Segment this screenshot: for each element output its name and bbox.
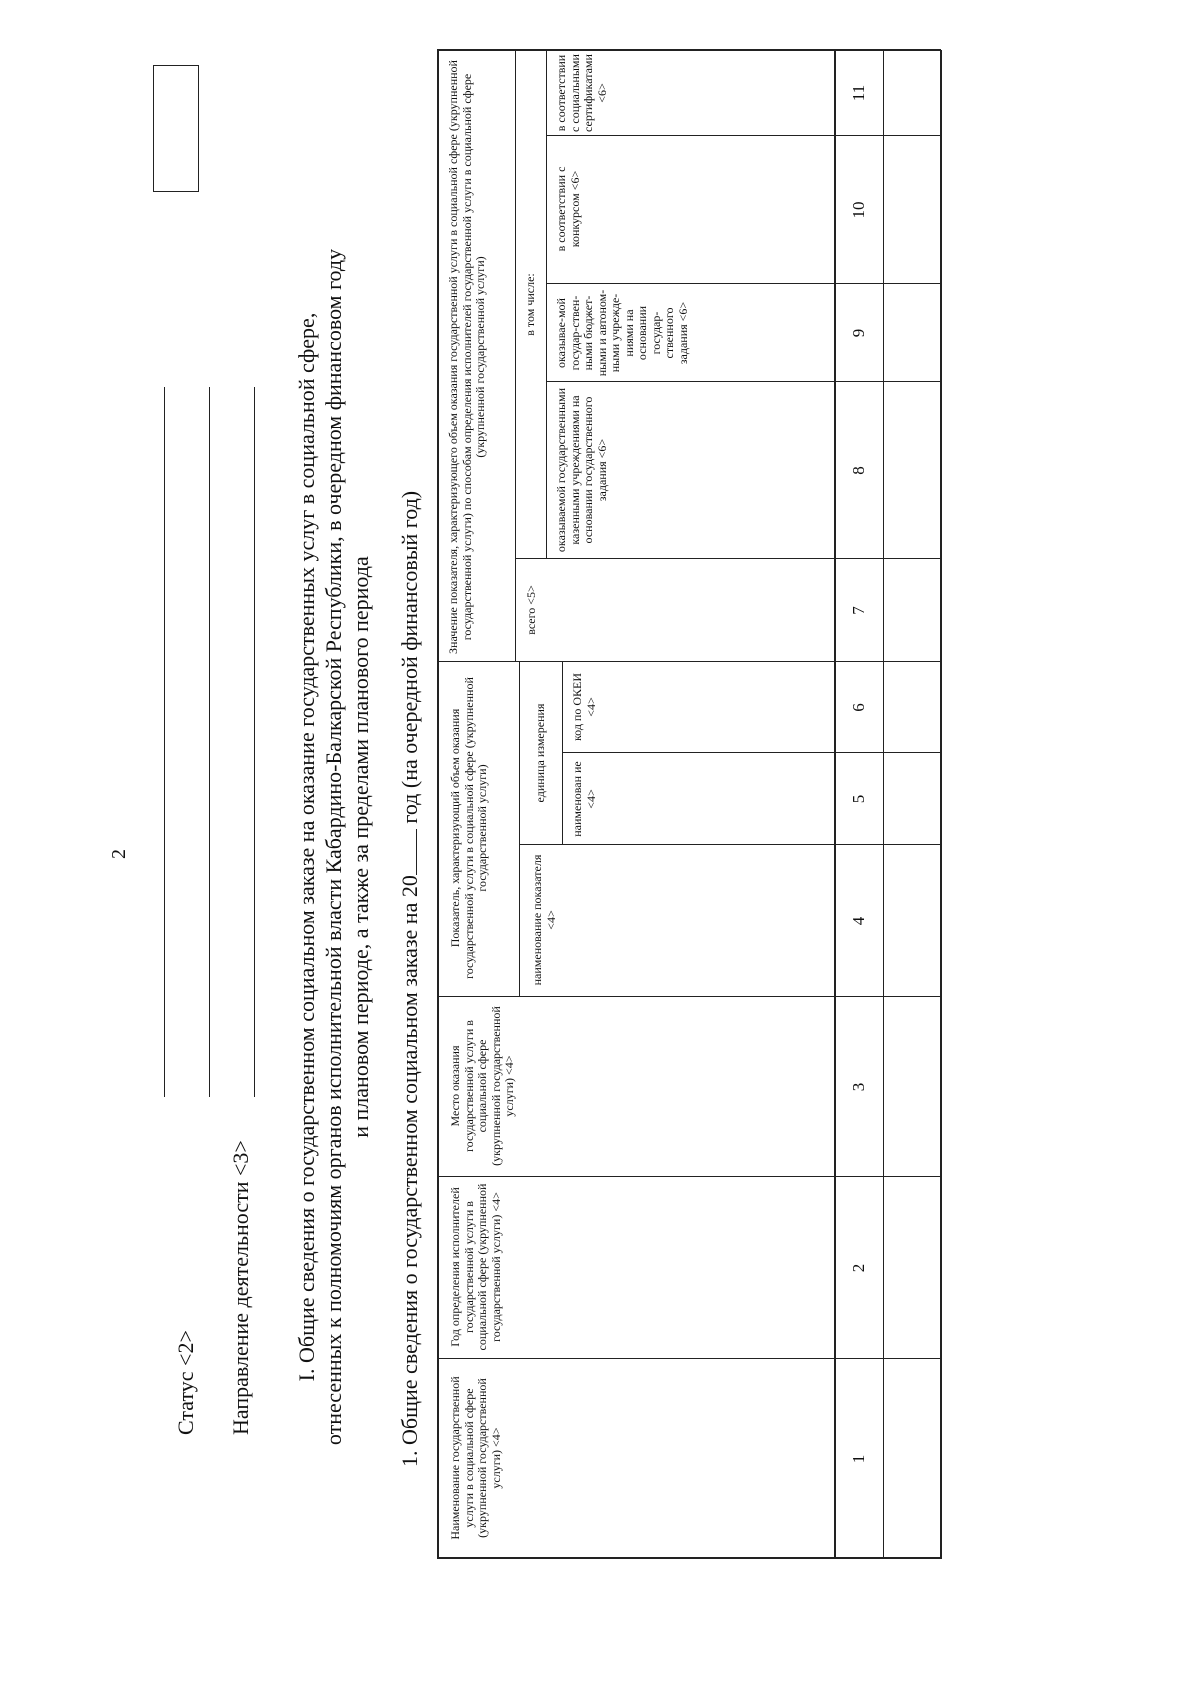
status-line <box>163 387 165 1097</box>
header-budget-autonomous: оказывае-мой государ-ствен-ными бюджет-ными и автоном-ными учрежде-ниями на основании государ-ственного задания <6> <box>554 289 690 377</box>
subheading-prefix: 1. Общие сведения о государственном социальном заказе на 20 <box>397 875 422 1467</box>
status-box <box>153 65 199 192</box>
header-including: в том числе: <box>523 273 538 336</box>
direction-label: Направление деятельности <3> <box>228 1140 253 1435</box>
col-number-11: 11 <box>849 84 869 102</box>
header-place: Место оказания государственной услуги в социальной сфере (укрупненной государственной услуги) <4> <box>448 1006 516 1166</box>
col-number-6: 6 <box>849 703 869 712</box>
header-okei-code: код по ОКЕИ <4> <box>570 672 598 742</box>
col-number-3: 3 <box>849 1082 869 1092</box>
header-unit-group: единица измерения <box>533 703 548 803</box>
status-label: Статус <2> <box>173 1330 198 1435</box>
header-service-name: Наименование государственной услуги в социальной сфере (укрупненной государственной услуги) <4> <box>448 1376 503 1540</box>
heading-line-2: отнесенных к полномочиям органов исполнительной власти Кабардино-Балкарской Республики, в очередном финансовом году <box>321 248 346 1446</box>
header-indicator-group: Показатель, характеризующий объем оказания государственной услуги в социальной сфере (укрупненной государственной услуги) <box>448 677 489 979</box>
col-number-10: 10 <box>849 201 869 219</box>
header-year: Год определения исполнителей государственной услуги в социальной сфере (укрупненной государственной услуги) <4> <box>448 1183 503 1351</box>
year-blank <box>415 829 417 875</box>
heading-line-3: и плановом периоде, а также за пределами планового периода <box>348 556 373 1138</box>
header-value-group: Значение показателя, характеризующего объем оказания государственной услуги в социальной сфере (укрупненной государственной услуги) по способам определения исполнителей государственной услуги в социальной сфере (укрупненной государственной услуги) <box>446 60 487 654</box>
header-indicator-name: наименование показателя <4> <box>530 854 558 986</box>
direction-line <box>253 387 255 1097</box>
col-number-7: 7 <box>849 606 869 615</box>
table-row <box>884 50 940 1559</box>
subheading <box>397 491 423 1467</box>
col-number-1: 1 <box>849 1454 869 1464</box>
social-order-table <box>437 50 941 1559</box>
header-certificates: в соответствии с социальными сертификатами <6> <box>554 54 609 132</box>
col-number-8: 8 <box>849 466 869 475</box>
header-unit-name: наименован ие <4> <box>570 761 598 837</box>
subheading-suffix: год (на очередной финансовый год) <box>397 490 422 824</box>
header-competition: в соответствии с конкурсом <6> <box>554 166 582 252</box>
col-number-2: 2 <box>849 1263 869 1273</box>
heading-line-1: I. Общие сведения о государственном социальном заказе на оказание государственных услуг в социальной сфере, <box>294 312 319 1382</box>
status-line-2 <box>208 387 210 1097</box>
col-number-4: 4 <box>849 916 869 926</box>
page-number: 2 <box>108 849 130 859</box>
header-total: всего <5> <box>524 585 538 635</box>
col-number-9: 9 <box>849 328 869 338</box>
header-state-treasury: оказываемой государственными казенными учреждениями на основании государственного задания <6> <box>554 387 609 553</box>
col-number-5: 5 <box>849 794 869 804</box>
